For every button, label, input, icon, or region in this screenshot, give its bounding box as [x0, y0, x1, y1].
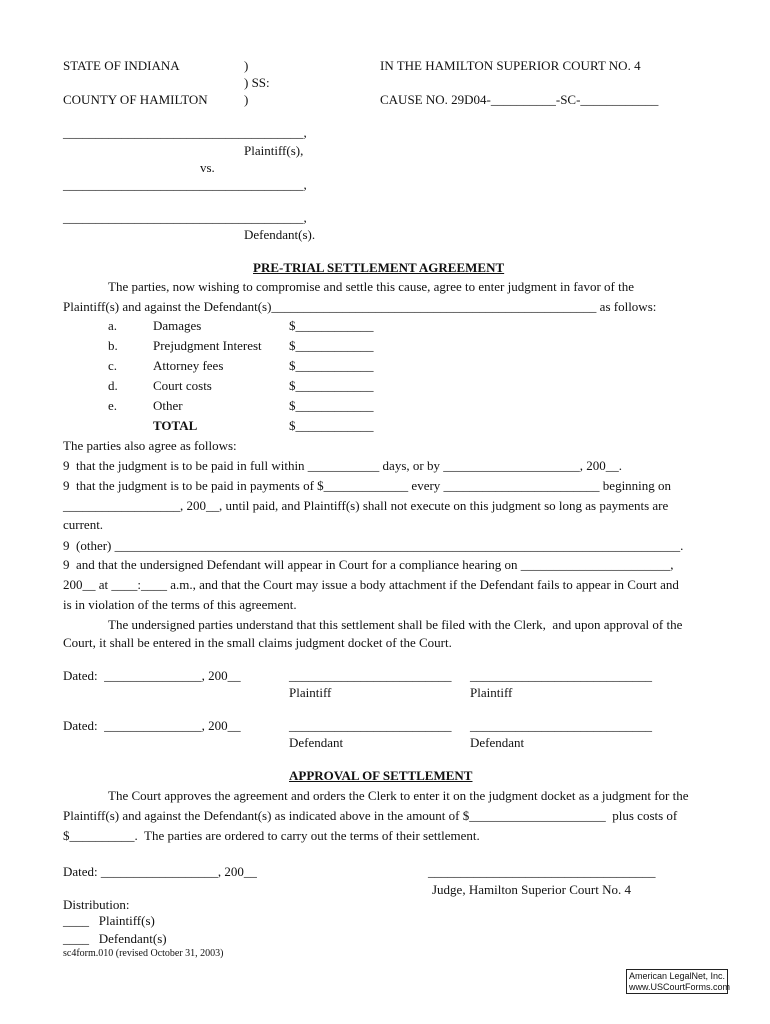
state-label: STATE OF INDIANA [63, 58, 180, 73]
plaintiff-signature-label-1: Plaintiff [289, 685, 332, 700]
distribution-plaintiffs[interactable]: ____ Plaintiff(s) [63, 913, 155, 928]
defendant-signature-line-1[interactable]: _________________________ [289, 718, 452, 733]
vs-label: vs. [200, 160, 215, 175]
approval-text-2[interactable]: Plaintiff(s) and against the Defendant(s) as indicated above in the amount of $_____________________ plus costs of [63, 808, 678, 823]
publisher-line-1: American LegalNet, Inc. [629, 971, 726, 981]
fee-amount-field[interactable]: $____________ [289, 378, 374, 393]
approval-text-1: The Court approves the agreement and orders the Clerk to enter it on the judgment docket as a judgment for the [108, 788, 689, 803]
fee-label: TOTAL [153, 418, 198, 433]
understand-text-1: The undersigned parties understand that this settlement shall be filed with the Clerk, and upon approval of the [108, 617, 683, 632]
distribution-defendants[interactable]: ____ Defendant(s) [63, 931, 167, 946]
approval-dated[interactable]: Dated: __________________, 200__ [63, 864, 257, 879]
court-name: IN THE HAMILTON SUPERIOR COURT NO. 4 [380, 58, 641, 73]
fee-letter: a. [108, 318, 118, 333]
option-paid-in-full[interactable]: 9 that the judgment is to be paid in full within ___________ days, or by _____________________, 200__. [63, 458, 622, 473]
defendant-signature-label-2: Defendant [470, 735, 525, 750]
caption-paren-1: ) [244, 58, 249, 73]
option-compliance-3: is in violation of the terms of this agreement. [63, 597, 297, 612]
fee-label: Other [153, 398, 183, 413]
defendant-label: Defendant(s). [244, 227, 316, 242]
option-compliance-2[interactable]: 200__ at ____:____ a.m., and that the Court may issue a body attachment if the Defendant fails to appear in Court and [63, 577, 679, 592]
fee-amount-field[interactable]: $____________ [289, 338, 374, 353]
defendant-name-line-1[interactable]: _____________________________________, [63, 177, 307, 192]
fee-letter: d. [108, 378, 118, 393]
option-other[interactable]: 9 (other) _______________________________________________________________________________________. [63, 538, 684, 553]
plaintiff-signature-line-1[interactable]: _________________________ [289, 668, 452, 683]
caption-paren-3: ) [244, 92, 249, 107]
approval-title: APPROVAL OF SETTLEMENT [289, 768, 473, 783]
fee-label: Damages [153, 318, 202, 333]
publisher-line-2: www.USCourtForms.com [629, 982, 731, 992]
agreement-intro-2: Plaintiff(s) and against the Defendant(s)__________________________________________________ as follows: [63, 299, 657, 314]
understand-text-2: Court, it shall be entered in the small claims judgment docket of the Court. [63, 635, 452, 650]
caption-ss: ) SS: [244, 75, 270, 90]
defendant-name-line-2[interactable]: _____________________________________, [63, 210, 307, 225]
judge-label: Judge, Hamilton Superior Court No. 4 [432, 882, 631, 897]
fee-amount-field[interactable]: $____________ [289, 318, 374, 333]
option-payments-2[interactable]: __________________, 200__, until paid, and Plaintiff(s) shall not execute on this judgment so long as payments are [63, 498, 669, 513]
plaintiff-signature-line-2[interactable]: ____________________________ [470, 668, 652, 683]
fee-amount-field[interactable]: $____________ [289, 358, 374, 373]
fee-letter: b. [108, 338, 118, 353]
defendant-signature-label-1: Defendant [289, 735, 344, 750]
fee-letter: c. [108, 358, 118, 373]
defendant-signature-line-2[interactable]: ____________________________ [470, 718, 652, 733]
agreement-title: PRE-TRIAL SETTLEMENT AGREEMENT [253, 260, 505, 275]
option-payments-3: current. [63, 517, 104, 532]
defendant-dated[interactable]: Dated: _______________, 200__ [63, 718, 241, 733]
cause-number: CAUSE NO. 29D04-__________-SC-____________ [380, 92, 659, 107]
fee-label: Court costs [153, 378, 212, 393]
option-compliance-1[interactable]: 9 and that the undersigned Defendant will appear in Court for a compliance hearing on _______________________, [63, 557, 674, 572]
option-payments-1[interactable]: 9 that the judgment is to be paid in payments of $_____________ every ________________________ beginning on [63, 478, 672, 493]
plaintiff-signature-label-2: Plaintiff [470, 685, 513, 700]
distribution-title: Distribution: [63, 897, 130, 912]
publisher-box [626, 969, 731, 994]
fee-label: Prejudgment Interest [153, 338, 262, 353]
approval-text-3[interactable]: $__________. The parties are ordered to carry out the terms of their settlement. [63, 828, 480, 843]
also-agree-label: The parties also agree as follows: [63, 438, 237, 453]
plaintiff-name-line[interactable]: _____________________________________, [63, 125, 307, 140]
judge-signature-line[interactable]: ___________________________________ [428, 864, 656, 879]
form-number: sc4form.010 (revised October 31, 2003) [63, 948, 224, 959]
fee-label: Attorney fees [153, 358, 224, 373]
fee-amount-field[interactable]: $____________ [289, 398, 374, 413]
fee-letter: e. [108, 398, 118, 413]
plaintiff-dated[interactable]: Dated: _______________, 200__ [63, 668, 241, 683]
county-label: COUNTY OF HAMILTON [63, 92, 208, 107]
agreement-intro-1: The parties, now wishing to compromise and settle this cause, agree to enter judgment in favor of the [108, 279, 634, 294]
fee-amount-field[interactable]: $____________ [289, 418, 374, 433]
plaintiff-label: Plaintiff(s), [244, 143, 304, 158]
